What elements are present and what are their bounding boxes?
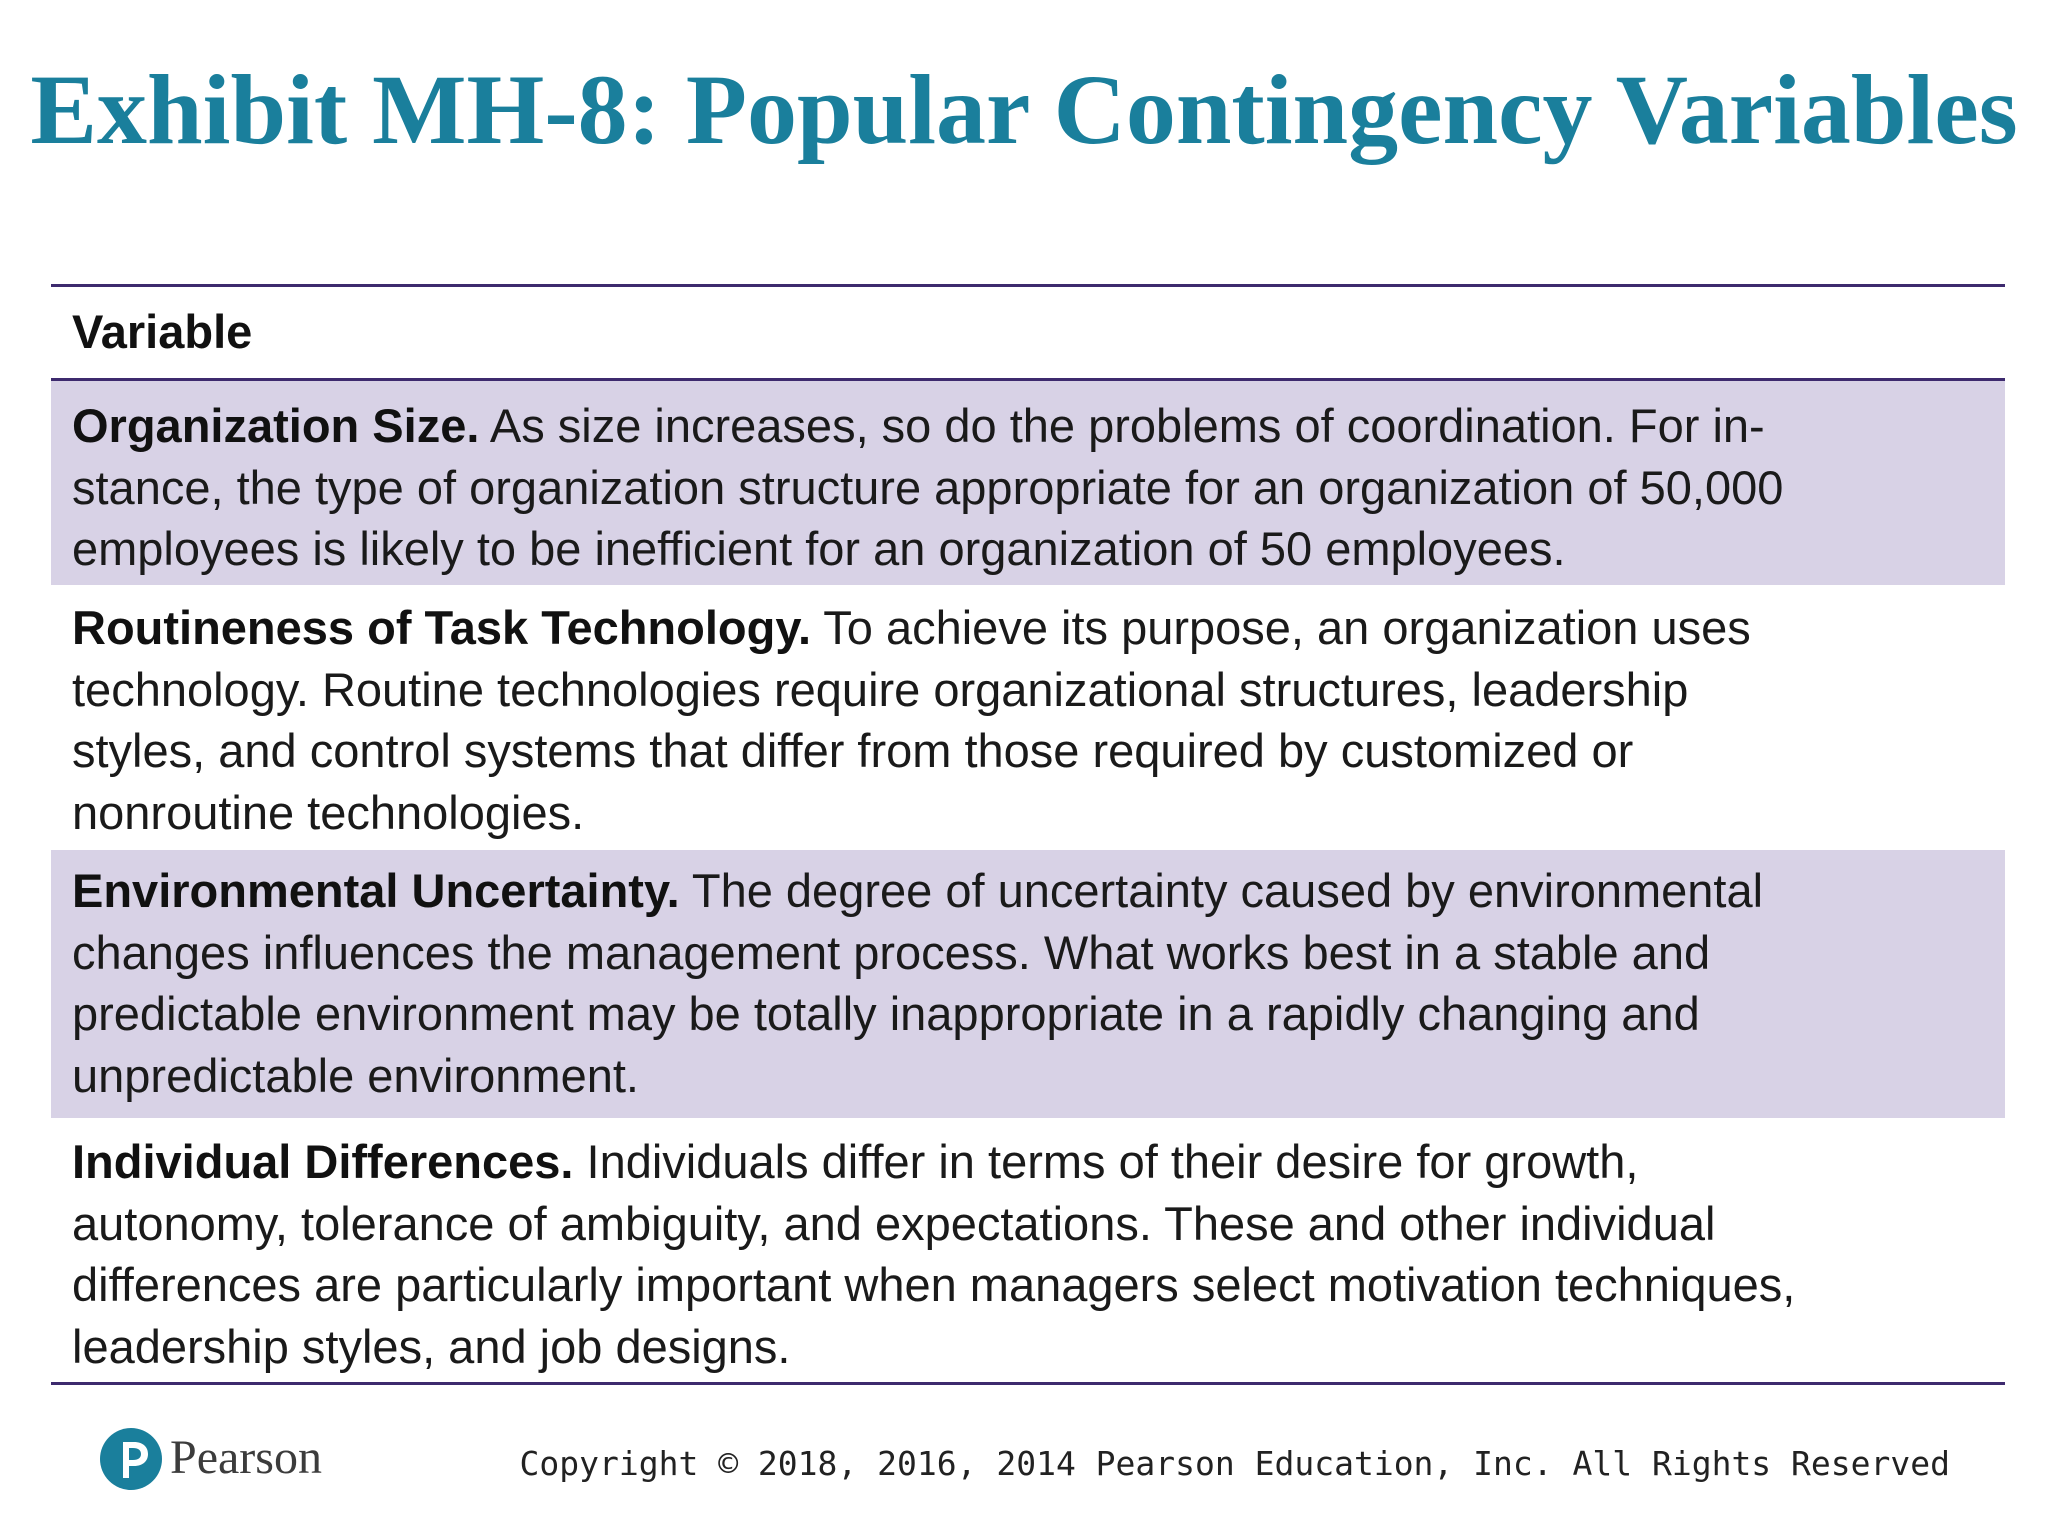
- row-description-line: employees is likely to be inefficient for an organization of 50 employees.: [72, 522, 1566, 575]
- table-row-environmental-uncertainty: [51, 850, 2005, 1118]
- row-term: Routineness of Task Technology.: [72, 601, 812, 654]
- row-term: Individual Differences.: [72, 1135, 574, 1188]
- page-title: Exhibit MH-8: Popular Contingency Variables: [30, 54, 2018, 165]
- row-description-line: unpredictable environment.: [72, 1048, 639, 1102]
- row-description-line: To achieve its purpose, an organization uses: [823, 601, 1751, 654]
- row-term: Environmental Uncertainty.: [72, 864, 680, 917]
- row-description-line: differences are particularly important when managers select motivation techniques,: [72, 1258, 1796, 1311]
- table-row-organization-size: [51, 381, 2005, 585]
- row-description-line: stance, the type of organization structure appropriate for an organization of 50,000: [72, 460, 1784, 514]
- table-row-individual-differences: [51, 1118, 2005, 1382]
- row-description-line: autonomy, tolerance of ambiguity, and expectations. These and other individual: [72, 1196, 1716, 1250]
- pearson-logo-icon: [100, 1428, 162, 1490]
- table-row-routineness-of-task-technology: [51, 585, 2005, 850]
- slide-footer: [100, 1428, 1950, 1498]
- table-header: Variable: [51, 287, 2005, 381]
- row-description-line: leadership styles, and job designs.: [72, 1319, 791, 1373]
- row-description-line: nonroutine technologies.: [72, 785, 585, 839]
- row-description-line: Individuals differ in terms of their desire for growth,: [586, 1135, 1639, 1188]
- pearson-logo-text: Pearson: [170, 1431, 322, 1484]
- row-description-line: styles, and control systems that differ from those required by customized or: [72, 724, 1634, 777]
- row-term: Organization Size.: [72, 399, 480, 452]
- contingency-variables-table: [51, 284, 2005, 1385]
- copyright-notice: Copyright © 2018, 2016, 2014 Pearson Education, Inc. All Rights Reserved: [519, 1444, 1950, 1483]
- row-description-line: As size increases, so do the problems of coordination. For in-: [489, 399, 1765, 452]
- row-description-line: technology. Routine technologies require organizational structures, leadership: [72, 662, 1689, 716]
- row-description-line: The degree of uncertainty caused by environmental: [691, 864, 1764, 917]
- row-description-line: changes influences the management process. What works best in a stable and: [72, 925, 1711, 979]
- row-description-line: predictable environment may be totally inappropriate in a rapidly changing and: [72, 987, 1700, 1040]
